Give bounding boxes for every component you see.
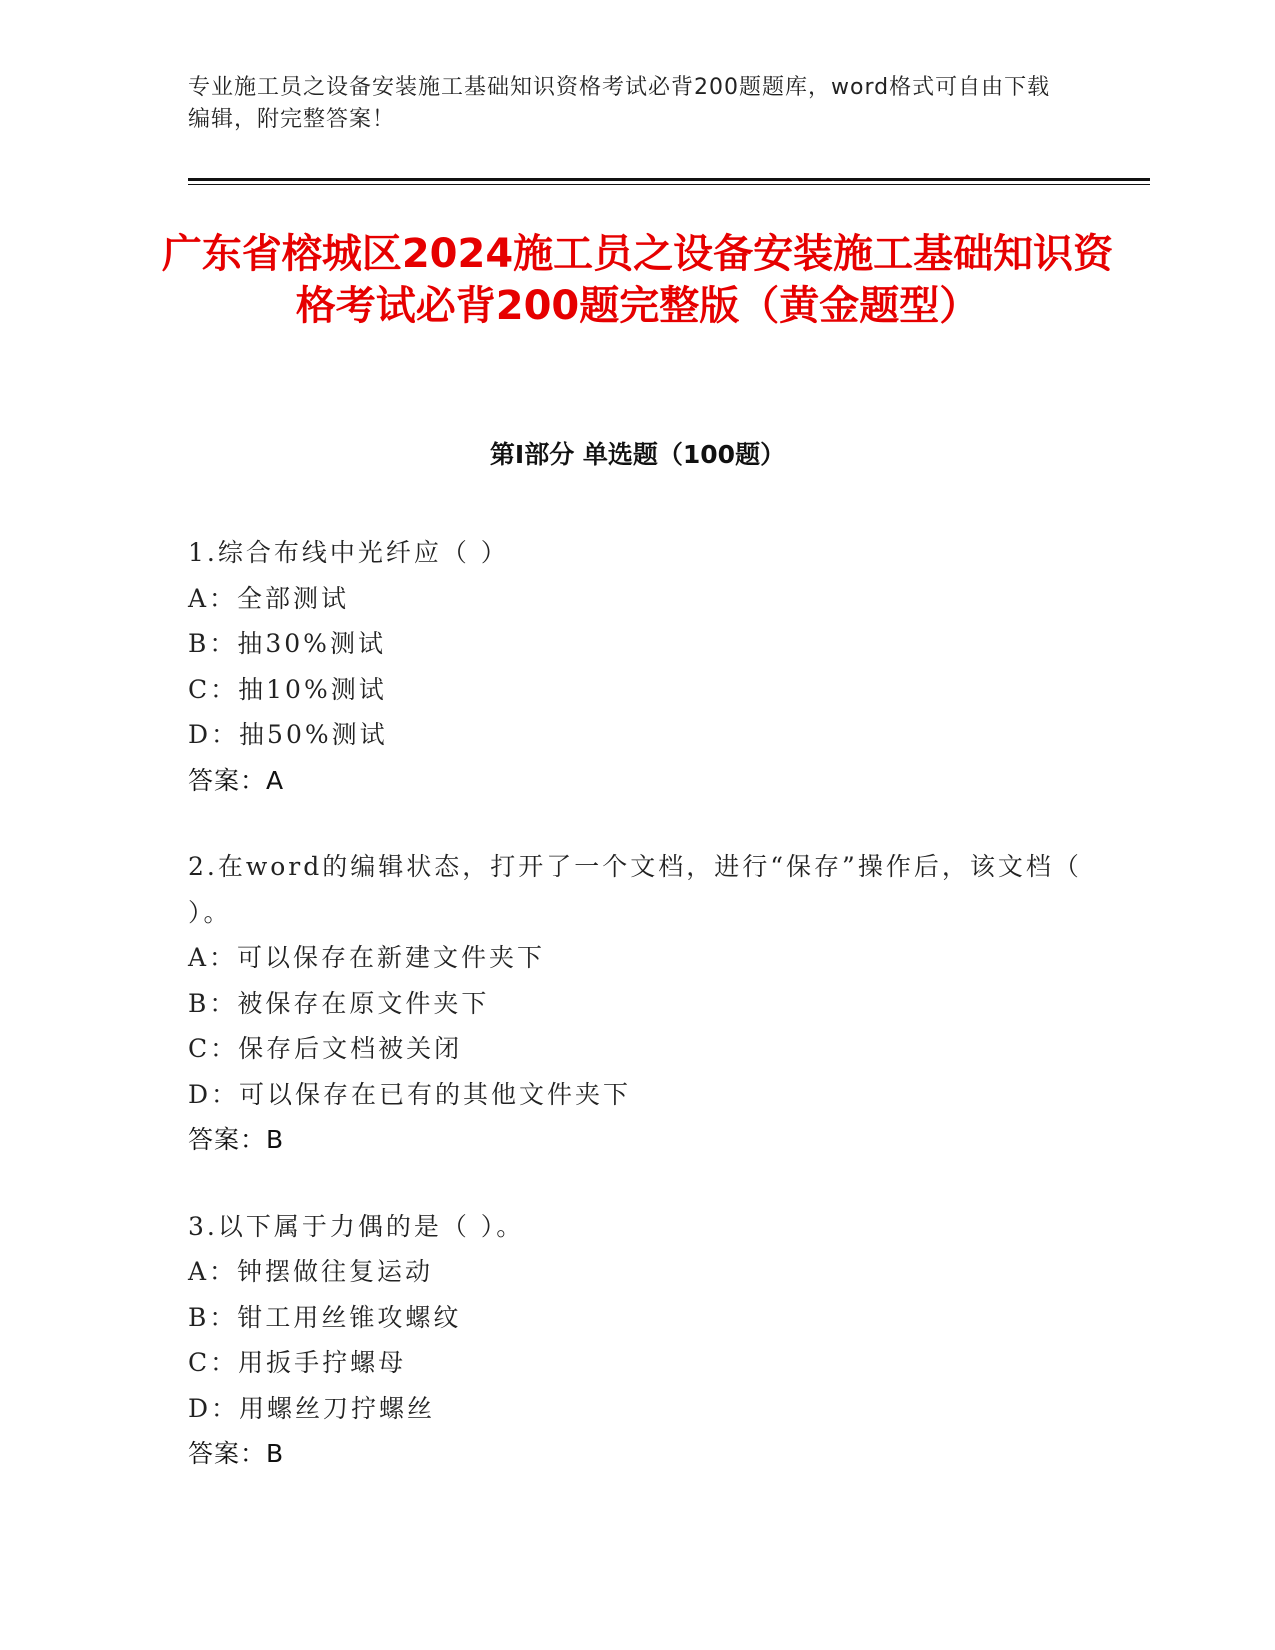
header-note: 专业施工员之设备安装施工基础知识资格考试必背200题题库，word格式可自由下载编辑，附完整答案！ (188, 75, 1051, 132)
answer: 答案：B (188, 1125, 285, 1154)
option-a: A：可以保存在新建文件夹下 (188, 943, 546, 972)
option-b: B：抽30%测试 (188, 629, 386, 658)
option-c: C：保存后文档被关闭 (188, 1034, 463, 1063)
option-b: B：钳工用丝锥攻螺纹 (188, 1302, 462, 1332)
option-b: B：被保存在原文件夹下 (188, 988, 490, 1018)
question-2 (188, 844, 1088, 1163)
section-title: 第I部分 单选题（100题） (489, 440, 786, 469)
option-a: A：钟摆做往复运动 (188, 1257, 434, 1286)
question-list (188, 530, 1088, 1518)
answer: 答案：A (188, 765, 285, 795)
answer: 答案：B (188, 1439, 285, 1468)
option-d: D：抽50%测试 (188, 720, 388, 749)
question-1 (188, 530, 1088, 803)
question-3 (188, 1204, 1088, 1477)
option-d: D：用螺丝刀拧螺丝 (188, 1393, 436, 1423)
option-list (188, 935, 1088, 1117)
question-text: 2.在word的编辑状态，打开了一个文档，进行“保存”操作后，该文档（ ）。 (188, 852, 1082, 927)
option-a: A：全部测试 (188, 583, 350, 613)
option-d: D：可以保存在已有的其他文件夹下 (188, 1079, 632, 1109)
option-list (188, 576, 1088, 758)
question-text: 1.综合布线中光纤应（ ） (188, 538, 509, 567)
option-c: C：抽10%测试 (188, 674, 387, 704)
header-rule-thick (188, 178, 1150, 181)
question-text: 3.以下属于力偶的是（ ）。 (188, 1211, 525, 1241)
document-title: 广东省榕城区2024施工员之设备安装施工基础知识资格考试必背200题完整版（黄金题型） (161, 231, 1114, 329)
header-rule-thin (188, 184, 1150, 185)
option-list (188, 1249, 1088, 1431)
option-c: C：用扳手拧螺母 (188, 1348, 407, 1377)
